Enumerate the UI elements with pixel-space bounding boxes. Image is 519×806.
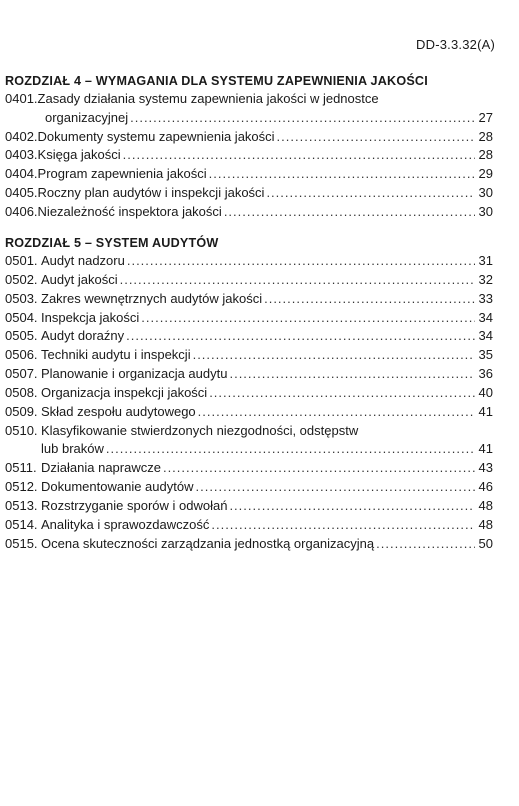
dot-leader [277, 128, 475, 147]
chapter-4-section [5, 72, 493, 222]
entry-title: Ocena skuteczności zarządzania jednostką organizacyjną [41, 535, 375, 551]
entry-title: Audyt nadzoru [41, 253, 125, 268]
dot-leader [127, 252, 475, 271]
entry-page-number: 34 [478, 309, 493, 325]
entry-page-number: 40 [478, 384, 493, 400]
document-code: DD-3.3.32(A) [416, 37, 495, 52]
entry-number: 0511. [5, 460, 37, 476]
entry-page-number: 30 [478, 184, 493, 200]
entry-page-number: 28 [478, 128, 493, 144]
toc-entry [5, 90, 493, 128]
entry-number: 0505. [5, 328, 38, 344]
entry-page-number: 31 [478, 253, 493, 268]
dot-leader [229, 497, 475, 516]
entry-number: 0502. [5, 271, 38, 287]
entry-number: 0509. [5, 403, 38, 419]
toc-entry [5, 516, 493, 535]
dot-leader [209, 384, 475, 403]
entry-number: 0401. [5, 91, 38, 106]
toc-entry [5, 346, 493, 365]
dot-leader [195, 478, 475, 497]
entry-number: 0402. [5, 128, 38, 144]
entry-title: Program zapewnienia jakości [37, 166, 207, 182]
dot-leader [264, 290, 475, 309]
entry-title: Planowanie i organizacja audytu [41, 366, 228, 382]
entry-page-number: 48 [478, 497, 493, 513]
entry-number: 0507. [5, 366, 38, 382]
toc-entry [5, 290, 493, 309]
dot-leader [163, 459, 475, 478]
entry-number: 0510. [5, 422, 38, 438]
toc-entry [5, 384, 493, 403]
dot-leader [126, 327, 475, 346]
entry-title: Organizacja inspekcji jakości [41, 384, 208, 400]
entry-title: Audyt doraźny [41, 328, 125, 344]
entry-title: Działania naprawcze [41, 460, 161, 476]
entry-page-number: 48 [478, 516, 493, 532]
entry-number: 0506. [5, 347, 38, 363]
entry-page-number: 30 [478, 203, 493, 219]
entry-number: 0406. [5, 203, 38, 219]
entry-title: Inspekcja jakości [41, 309, 140, 325]
entry-title: Analityka i sprawozdawczość [41, 516, 210, 532]
entry-page-number: 35 [478, 347, 493, 363]
dot-leader [211, 516, 475, 535]
entry-number: 0508. [5, 384, 38, 400]
chapter-5-section [5, 234, 493, 554]
entry-title: Rozstrzyganie sporów i odwołań [41, 497, 228, 513]
dot-leader [193, 346, 475, 365]
entry-title: Audyt jakości [41, 271, 118, 287]
dot-leader [376, 535, 475, 554]
toc-entry [5, 535, 493, 554]
entry-page-number: 46 [478, 479, 493, 495]
entry-title: Dokumentowanie audytów [41, 479, 194, 495]
entry-number: 0403. [5, 147, 38, 163]
toc-entry [5, 146, 493, 165]
entry-number: 0512. [5, 479, 38, 495]
toc-entry [5, 252, 493, 271]
entry-title: Dokumenty systemu zapewnienia jakości [37, 128, 275, 144]
entry-title: Klasyfikowanie stwierdzonych niezgodności, odstępstw [41, 422, 359, 438]
toc-entry [5, 478, 493, 497]
entry-page-number: 33 [478, 290, 493, 306]
entry-number: 0405. [5, 184, 38, 200]
entry-page-number: 29 [478, 166, 493, 182]
toc-entry [5, 271, 493, 290]
dot-leader [209, 165, 475, 184]
dot-leader [106, 440, 475, 459]
toc-entry [5, 203, 493, 222]
chapter-5-title: ROZDZIAŁ 5 – SYSTEM AUDYTÓW [5, 236, 219, 250]
entry-title: Skład zespołu audytowego [41, 403, 196, 419]
dot-leader [120, 271, 475, 290]
entry-title: Techniki audytu i inspekcji [41, 347, 191, 363]
toc-entry [5, 327, 493, 346]
entry-number: 0504. [5, 309, 38, 325]
toc-entry [5, 403, 493, 422]
dot-leader [123, 146, 475, 165]
toc-entry [5, 459, 493, 478]
dot-leader [198, 403, 475, 422]
entry-title: Zasady działania systemu zapewnienia jakości w jednostce [37, 91, 379, 106]
chapter-4-title: ROZDZIAŁ 4 – WYMAGANIA DLA SYSTEMU ZAPEWNIENIA JAKOŚCI [5, 74, 428, 88]
entry-page-number: 41 [478, 403, 493, 419]
dot-leader [141, 309, 475, 328]
entry-page-number: 41 [478, 441, 493, 457]
dot-leader [130, 109, 475, 128]
entry-page-number: 34 [478, 328, 493, 344]
entry-title: Zakres wewnętrznych audytów jakości [41, 290, 263, 306]
entry-title: Roczny plan audytów i inspekcji jakości [37, 184, 265, 200]
entry-title-continuation: lub braków [41, 441, 104, 457]
chapter-5-toc-list [5, 252, 493, 554]
toc-entry [5, 128, 493, 147]
entry-title: Niezależność inspektora jakości [37, 203, 222, 219]
entry-page-number: 36 [478, 366, 493, 382]
entry-number: 0515. [5, 535, 38, 551]
entry-page-number: 43 [478, 460, 493, 476]
entry-number: 0501. [5, 253, 38, 268]
toc-entry [5, 422, 493, 460]
dot-leader [229, 365, 475, 384]
entry-number: 0404. [5, 166, 38, 182]
entry-number: 0514. [5, 516, 38, 532]
entry-number: 0503. [5, 290, 38, 306]
entry-page-number: 50 [478, 535, 493, 551]
toc-entry [5, 309, 493, 328]
dot-leader [266, 184, 475, 203]
chapter-4-toc-list [5, 90, 493, 222]
toc-entry [5, 497, 493, 516]
entry-page-number: 32 [478, 271, 493, 287]
entry-title: Księga jakości [37, 147, 121, 163]
toc-entry [5, 184, 493, 203]
entry-number: 0513. [5, 497, 38, 513]
entry-page-number: 27 [478, 109, 493, 125]
dot-leader [224, 203, 475, 222]
entry-title-continuation: organizacyjnej [45, 109, 129, 125]
toc-entry [5, 165, 493, 184]
entry-page-number: 28 [478, 147, 493, 163]
toc-entry [5, 365, 493, 384]
